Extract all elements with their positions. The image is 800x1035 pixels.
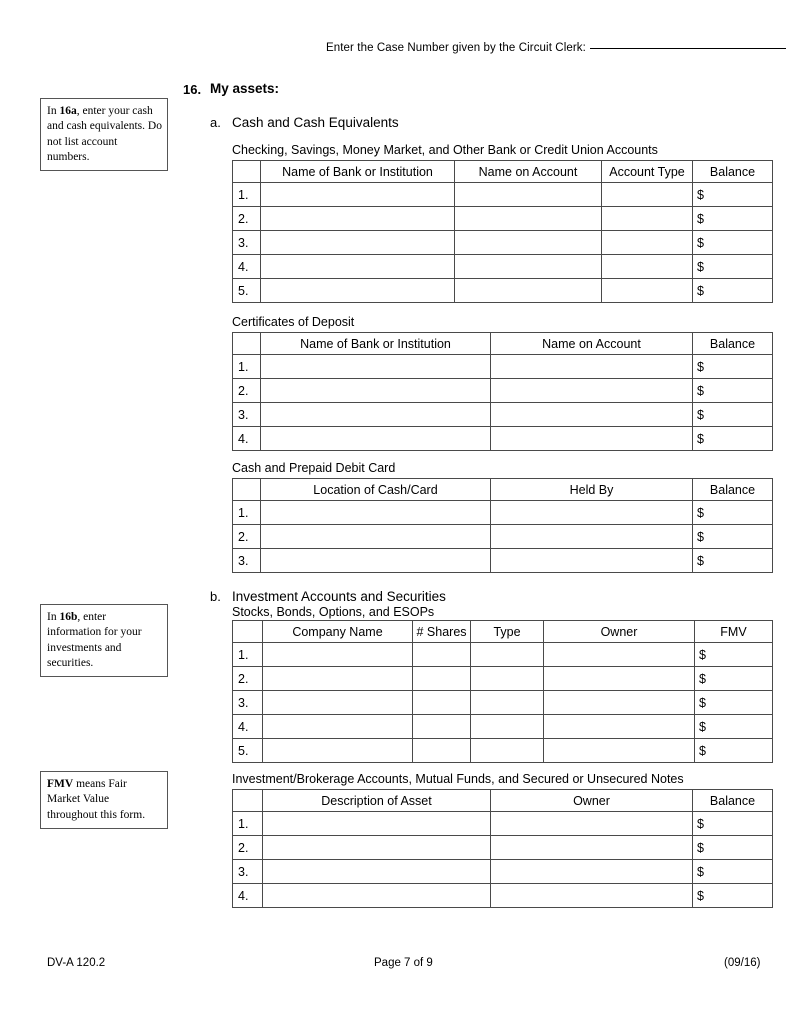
table-row	[233, 715, 773, 739]
row-number: 1.	[233, 501, 261, 525]
table-row	[233, 501, 773, 525]
case-number-input[interactable]	[590, 48, 786, 49]
row-number: 5.	[233, 279, 261, 303]
amount-cell[interactable]: $	[693, 355, 773, 379]
table-row	[233, 836, 773, 860]
input-cell[interactable]	[261, 525, 491, 549]
col-rownum	[233, 790, 263, 812]
amount-cell[interactable]: $	[693, 279, 773, 303]
col-rownum	[233, 161, 261, 183]
amount-cell[interactable]: $	[693, 379, 773, 403]
col-balance: Balance	[693, 333, 773, 355]
col-shares: # Shares	[413, 621, 471, 643]
input-cell[interactable]	[413, 715, 471, 739]
amount-cell[interactable]: $	[693, 183, 773, 207]
footer-page-label: Page 7 of 9	[374, 957, 433, 969]
note-16b-lead: In	[47, 611, 60, 623]
table-header-row	[233, 790, 773, 812]
input-cell[interactable]	[261, 501, 491, 525]
input-cell[interactable]	[261, 183, 455, 207]
note-16b-bold: 16b	[59, 611, 78, 623]
table-body	[233, 183, 773, 303]
table-header-row	[233, 161, 773, 183]
col-description-of-asset: Description of Asset	[263, 790, 491, 812]
table-investment-brokerage	[232, 789, 773, 908]
amount-cell[interactable]: $	[695, 715, 773, 739]
input-cell[interactable]	[263, 860, 491, 884]
note-16b	[40, 604, 168, 677]
amount-cell[interactable]: $	[695, 739, 773, 763]
amount-cell[interactable]: $	[693, 860, 773, 884]
note-fmv-bold: FMV	[47, 778, 74, 790]
input-cell[interactable]	[602, 207, 693, 231]
input-cell[interactable]	[261, 549, 491, 573]
table-header-row	[233, 479, 773, 501]
row-number: 3.	[233, 231, 261, 255]
input-cell[interactable]	[455, 207, 602, 231]
subsection-title-b: Investment Accounts and Securities	[232, 589, 446, 604]
section-number: 16.	[183, 82, 202, 97]
table-row	[233, 379, 773, 403]
col-balance: Balance	[693, 790, 773, 812]
input-cell[interactable]	[455, 231, 602, 255]
table-row	[233, 812, 773, 836]
col-rownum	[233, 333, 261, 355]
row-number: 2.	[233, 667, 263, 691]
input-cell[interactable]	[413, 739, 471, 763]
amount-cell[interactable]: $	[693, 549, 773, 573]
amount-cell[interactable]: $	[695, 667, 773, 691]
table-row	[233, 739, 773, 763]
col-bank-name: Name of Bank or Institution	[261, 161, 455, 183]
input-cell[interactable]	[544, 715, 695, 739]
case-number-label: Enter the Case Number given by the Circuit Clerk:	[326, 42, 586, 54]
row-number: 1.	[233, 355, 261, 379]
input-cell[interactable]	[263, 739, 413, 763]
amount-cell[interactable]: $	[693, 231, 773, 255]
input-cell[interactable]	[491, 403, 693, 427]
row-number: 4.	[233, 255, 261, 279]
row-number: 4.	[233, 427, 261, 451]
note-16b-rest: , enter information for your investments and securities.	[47, 611, 142, 669]
input-cell[interactable]	[263, 812, 491, 836]
input-cell[interactable]	[491, 884, 693, 908]
table-row	[233, 207, 773, 231]
input-cell[interactable]	[544, 739, 695, 763]
input-cell[interactable]	[491, 501, 693, 525]
input-cell[interactable]	[491, 860, 693, 884]
table-caption-stocks-bonds: Stocks, Bonds, Options, and ESOPs	[232, 605, 435, 619]
table-caption-investment-brokerage: Investment/Brokerage Accounts, Mutual Funds, and Secured or Unsecured Notes	[232, 772, 684, 786]
table-header-row	[233, 621, 773, 643]
col-owner: Owner	[544, 621, 695, 643]
input-cell[interactable]	[261, 379, 491, 403]
input-cell[interactable]	[263, 715, 413, 739]
table-row	[233, 403, 773, 427]
page-title: My assets:	[210, 81, 280, 96]
row-number: 3.	[233, 860, 263, 884]
note-fmv-rest: means Fair Market Value throughout this form.	[47, 778, 146, 821]
amount-cell[interactable]: $	[695, 691, 773, 715]
note-16a-rest: , enter your cash and cash equivalents. Do not list account numbers.	[47, 105, 162, 163]
input-cell[interactable]	[471, 739, 544, 763]
input-cell[interactable]	[261, 427, 491, 451]
input-cell[interactable]	[263, 691, 413, 715]
input-cell[interactable]	[471, 643, 544, 667]
table-row	[233, 183, 773, 207]
row-number: 1.	[233, 643, 263, 667]
note-16a	[40, 98, 168, 171]
input-cell[interactable]	[413, 667, 471, 691]
input-cell[interactable]	[491, 836, 693, 860]
input-cell[interactable]	[491, 549, 693, 573]
table-row	[233, 355, 773, 379]
table-row	[233, 667, 773, 691]
table-body	[233, 812, 773, 908]
input-cell[interactable]	[491, 812, 693, 836]
row-number: 2.	[233, 379, 261, 403]
amount-cell[interactable]: $	[693, 255, 773, 279]
row-number: 2.	[233, 207, 261, 231]
input-cell[interactable]	[263, 884, 491, 908]
table-row	[233, 643, 773, 667]
table-header-row	[233, 333, 773, 355]
table-row	[233, 860, 773, 884]
col-name-on-account: Name on Account	[455, 161, 602, 183]
col-rownum	[233, 621, 263, 643]
amount-cell[interactable]: $	[695, 643, 773, 667]
input-cell[interactable]	[471, 667, 544, 691]
input-cell[interactable]	[471, 715, 544, 739]
col-held-by: Held By	[491, 479, 693, 501]
table-cash-prepaid-debit	[232, 478, 773, 573]
table-row	[233, 525, 773, 549]
row-number: 4.	[233, 715, 263, 739]
row-number: 4.	[233, 884, 263, 908]
col-balance: Balance	[693, 161, 773, 183]
input-cell[interactable]	[602, 231, 693, 255]
row-number: 1.	[233, 183, 261, 207]
table-certificates-of-deposit	[232, 332, 773, 451]
footer-form-id: DV-A 120.2	[47, 957, 106, 969]
col-fmv: FMV	[695, 621, 773, 643]
table-checking-savings	[232, 160, 773, 303]
input-cell[interactable]	[544, 667, 695, 691]
row-number: 3.	[233, 403, 261, 427]
table-row	[233, 884, 773, 908]
row-number: 3.	[233, 549, 261, 573]
subsection-letter-a: a.	[210, 115, 221, 130]
input-cell[interactable]	[263, 643, 413, 667]
table-row	[233, 549, 773, 573]
table-body	[233, 643, 773, 763]
table-caption-checking-savings: Checking, Savings, Money Market, and Other Bank or Credit Union Accounts	[232, 143, 658, 157]
table-stocks-bonds-options-esops	[232, 620, 773, 763]
input-cell[interactable]	[455, 255, 602, 279]
col-company-name: Company Name	[263, 621, 413, 643]
col-rownum	[233, 479, 261, 501]
row-number: 5.	[233, 739, 263, 763]
note-fmv	[40, 771, 168, 829]
amount-cell[interactable]: $	[693, 836, 773, 860]
input-cell[interactable]	[261, 279, 455, 303]
input-cell[interactable]	[602, 279, 693, 303]
col-bank-name: Name of Bank or Institution	[261, 333, 491, 355]
input-cell[interactable]	[261, 355, 491, 379]
input-cell[interactable]	[455, 279, 602, 303]
table-row	[233, 231, 773, 255]
input-cell[interactable]	[602, 183, 693, 207]
input-cell[interactable]	[413, 691, 471, 715]
input-cell[interactable]	[602, 255, 693, 279]
table-body	[233, 355, 773, 451]
amount-cell[interactable]: $	[693, 427, 773, 451]
col-balance: Balance	[693, 479, 773, 501]
amount-cell[interactable]: $	[693, 501, 773, 525]
amount-cell[interactable]: $	[693, 525, 773, 549]
case-number-line	[326, 42, 786, 54]
footer-revision: (09/16)	[724, 957, 761, 969]
input-cell[interactable]	[471, 691, 544, 715]
table-row	[233, 691, 773, 715]
table-caption-cash-prepaid-debit: Cash and Prepaid Debit Card	[232, 461, 396, 475]
amount-cell[interactable]: $	[693, 207, 773, 231]
row-number: 2.	[233, 525, 261, 549]
note-16a-lead: In	[47, 105, 60, 117]
input-cell[interactable]	[544, 691, 695, 715]
input-cell[interactable]	[491, 525, 693, 549]
input-cell[interactable]	[261, 231, 455, 255]
input-cell[interactable]	[261, 207, 455, 231]
input-cell[interactable]	[413, 643, 471, 667]
input-cell[interactable]	[491, 427, 693, 451]
amount-cell[interactable]: $	[693, 403, 773, 427]
input-cell[interactable]	[455, 183, 602, 207]
col-location-of-cash: Location of Cash/Card	[261, 479, 491, 501]
subsection-letter-b: b.	[210, 589, 221, 604]
table-row	[233, 279, 773, 303]
input-cell[interactable]	[261, 255, 455, 279]
input-cell[interactable]	[261, 403, 491, 427]
table-body	[233, 501, 773, 573]
col-name-on-account: Name on Account	[491, 333, 693, 355]
col-type: Type	[471, 621, 544, 643]
col-owner: Owner	[491, 790, 693, 812]
row-number: 1.	[233, 812, 263, 836]
table-row	[233, 255, 773, 279]
input-cell[interactable]	[544, 643, 695, 667]
input-cell[interactable]	[491, 379, 693, 403]
col-account-type: Account Type	[602, 161, 693, 183]
input-cell[interactable]	[263, 836, 491, 860]
row-number: 2.	[233, 836, 263, 860]
note-16a-bold: 16a	[59, 105, 77, 117]
input-cell[interactable]	[263, 667, 413, 691]
subsection-title-a: Cash and Cash Equivalents	[232, 115, 399, 130]
amount-cell[interactable]: $	[693, 812, 773, 836]
input-cell[interactable]	[491, 355, 693, 379]
table-row	[233, 427, 773, 451]
table-caption-certificates-of-deposit: Certificates of Deposit	[232, 315, 355, 329]
row-number: 3.	[233, 691, 263, 715]
amount-cell[interactable]: $	[693, 884, 773, 908]
